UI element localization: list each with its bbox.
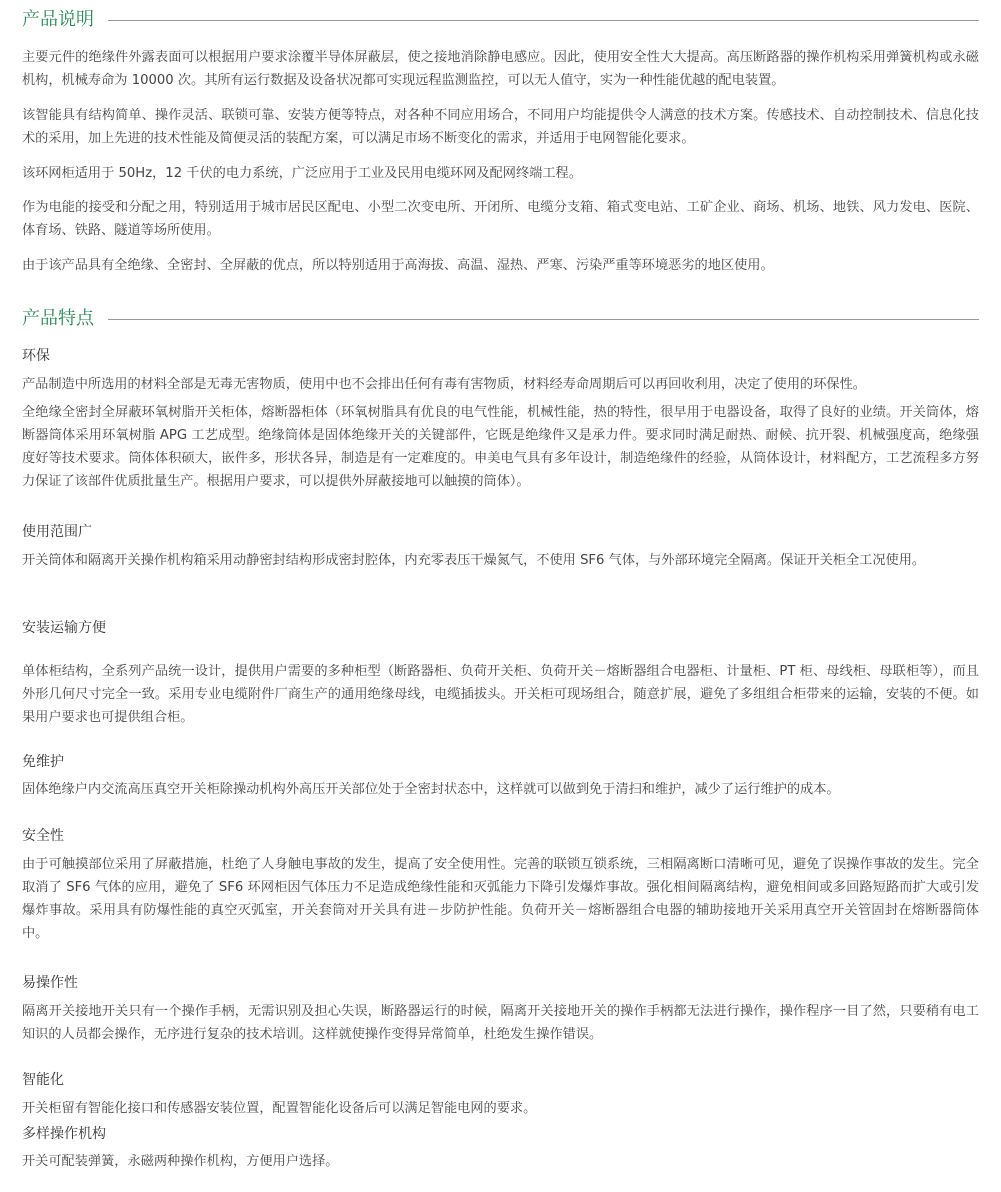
feature-eco-paragraph-1: 产品制造中所选用的材料全部是无毒无害物质，使用中也不会排出任何有毒有害物质，材料经寿命周期后可以再回收利用，决定了使用的环保性。 [22, 377, 866, 392]
feature-easy-operation-paragraph: 隔离开关接地开关只有一个操作手柄，无需识别及担心失误，断路器运行的时候，隔离开关接地开关的操作手柄都无法进行操作，操作程序一目了然，只要稍有电工知识的人员都会操作，无序进行复杂的技术培训。这样就使操作变得异常简单，杜绝发生操作错误。 [22, 1004, 979, 1042]
description-paragraph-1: 主要元件的绝缘件外露表面可以根据用户要求涂覆半导体屏蔽层，使之接地消除静电感应。因此，使用安全性大大提高。高压断路器的操作机构采用弹簧机构或永磁机构，机械寿命为 10000 次。其所有运行数据及设备状况都可实现远程监测监控，可以无人值守，实为一种性能优越的配电装置。 [22, 50, 979, 88]
description-paragraph-5: 由于该产品具有全绝缘、全密封、全屏蔽的优点，所以特别适用于高海拔、高温、湿热、严寒、污染严重等环境恶劣的地区使用。 [22, 258, 774, 273]
feature-safety-paragraph: 由于可触摸部位采用了屏蔽措施，杜绝了人身触电事故的发生，提高了安全使用性。完善的联锁互锁系统，三相隔离断口清晰可见，避免了误操作事故的发生。完全取消了 SF6 气体的应用，避免了 SF6 环网柜因气体压力不足造成绝缘性能和灭弧能力下降引发爆炸事故。强化相间隔离结构，避免相间或多回路短路而扩大或引发爆炸事故。采用具有防爆性能的真空灭弧室，开关套筒对开关具有进－步防护性能。负荷开关－熔断器组合电器的辅助接地开关采用真空开关管固封在熔断器筒体中。 [22, 857, 979, 941]
section-header-description [22, 8, 979, 32]
description-paragraph-2: 该智能具有结构简单、操作灵活、联锁可靠、安装方便等特点，对各种不同应用场合，不同用户均能提供令人满意的技术方案。传感技术、自动控制技术、信息化技术的采用，加上先进的技术性能及简便灵活的装配方案，可以满足市场不断变化的需求，并适用于电网智能化要求。 [22, 108, 979, 146]
feature-maintenance-free-paragraph: 固体绝缘户内交流高压真空开关柜除操动机构外高压开关部位处于全密封状态中，这样就可以做到免于清扫和维护，减少了运行维护的成本。 [22, 782, 840, 797]
feature-wide-range-paragraph: 开关筒体和隔离开关操作机构箱采用动静密封结构形成密封腔体，内充零表压干燥氮气，不使用 SF6 气体，与外部环境完全隔离。保证开关柜全工况使用。 [22, 553, 926, 568]
description-paragraph-4: 作为电能的接受和分配之用，特别适用于城市居民区配电、小型二次变电所、开闭所、电缆分支箱、箱式变电站、工矿企业、商场、机场、地铁、风力发电、医院、体育场、铁路、隧道等场所使用。 [22, 200, 979, 238]
feature-heading-eco: 环保 [22, 348, 50, 364]
feature-intelligent-paragraph: 开关柜留有智能化接口和传感器安装位置，配置智能化设备后可以满足智能电网的要求。 [22, 1101, 537, 1116]
feature-heading-safety: 安全性 [22, 828, 64, 844]
feature-heading-mechanisms: 多样操作机构 [22, 1126, 106, 1142]
section-header-features [22, 307, 979, 331]
feature-heading-installation: 安装运输方便 [22, 620, 106, 636]
feature-heading-maintenance-free: 免维护 [22, 754, 64, 770]
feature-heading-intelligent: 智能化 [22, 1072, 64, 1088]
description-paragraph-3: 该环网柜适用于 50Hz，12 千伏的电力系统，广泛应用于工业及民用电缆环网及配网终端工程。 [22, 166, 582, 181]
feature-eco-paragraph-2: 全绝缘全密封全屏蔽环氧树脂开关柜体，熔断器柜体（环氧树脂具有优良的电气性能，机械性能，热的特性，很早用于电器设备，取得了良好的业绩。开关筒体，熔断器筒体采用环氧树脂 APG 工艺成型。绝缘筒体是固体绝缘开关的关键部件，它既是绝缘件又是承力件。要求同时满足耐热、耐候、抗开裂、机械强度高，绝缘强度好等技术要求。筒体体积硕大，嵌件多，形状各异，制造是有一定难度的。申美电气具有多年设计，制造绝缘件的经验，从筒体设计，材料配方，工艺流程多方努力保证了该部件优质批量生产。根据用户要求，可以提供外屏蔽接地可以触摸的筒体）。 [22, 405, 979, 489]
feature-mechanisms-paragraph: 开关可配装弹簧，永磁两种操作机构，方便用户选择。 [22, 1154, 339, 1169]
feature-heading-easy-operation: 易操作性 [22, 975, 78, 991]
section-divider [108, 20, 979, 21]
feature-heading-wide-range: 使用范围广 [22, 524, 92, 540]
section-title-features: 产品特点 [22, 308, 94, 329]
section-divider [108, 319, 979, 320]
feature-installation-paragraph: 单体柜结构，全系列产品统一设计，提供用户需要的多种柜型（断路器柜、负荷开关柜、负荷开关－熔断器组合电器柜、计量柜、PT 柜、母线柜、母联柜等），而且外形几何尺寸完全一致。采用专业电缆附件厂商生产的通用绝缘母线，电缆插拔头。开关柜可现场组合，随意扩展，避免了多组组合柜带来的运输，安装的不便。如果用户要求也可提供组合柜。 [22, 664, 979, 725]
section-title-description: 产品说明 [22, 9, 94, 30]
